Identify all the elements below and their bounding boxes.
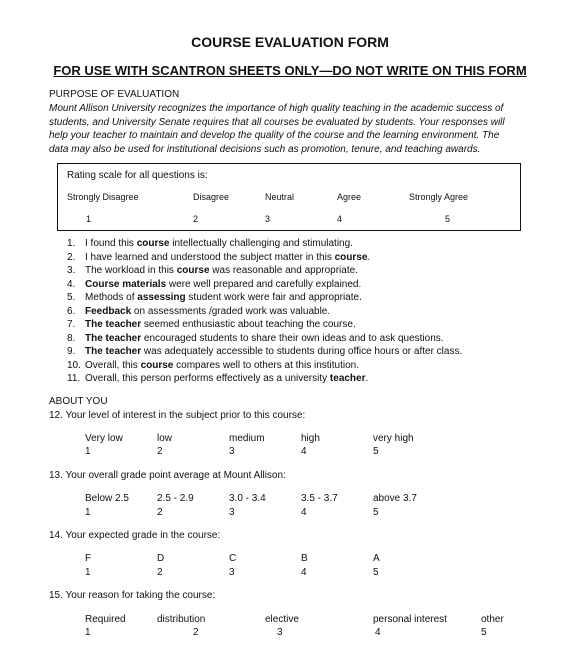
option-label: D <box>157 553 165 564</box>
option-label: 3.5 - 3.7 <box>301 493 338 504</box>
option-label: B <box>301 553 308 564</box>
option-value: 5 <box>373 567 379 578</box>
question-item <box>67 360 359 371</box>
question-emphasis: assessing <box>137 292 186 303</box>
option-value: 4 <box>375 627 381 638</box>
rating-label-strongly-disagree: Strongly Disagree <box>67 192 139 202</box>
question-item <box>67 346 462 357</box>
question-number: 6. <box>67 306 76 317</box>
question-text: . <box>367 252 371 263</box>
question-text: Methods of <box>85 292 138 303</box>
option-value: 1 <box>85 507 91 518</box>
question-item <box>67 252 370 263</box>
option-label: elective <box>265 614 299 625</box>
option-label: A <box>373 553 380 564</box>
option-label: distribution <box>157 614 206 625</box>
question-number: 9. <box>67 346 76 357</box>
question-emphasis: course <box>334 252 368 263</box>
question-emphasis: course <box>136 238 170 249</box>
option-value: 5 <box>373 507 379 518</box>
question-item <box>67 238 353 249</box>
question-text: intellectually challenging and stimulating. <box>169 238 353 249</box>
question-emphasis: course <box>140 360 174 371</box>
question-emphasis: Feedback <box>85 306 132 317</box>
option-value: 3 <box>277 627 283 638</box>
option-value: 2 <box>157 567 163 578</box>
question-text: student work were fair and appropriate. <box>185 292 362 303</box>
question-emphasis: The teacher <box>85 333 142 344</box>
rating-scale-heading: Rating scale for all questions is: <box>67 170 208 181</box>
option-value: 3 <box>229 567 235 578</box>
option-label: Very low <box>85 433 123 444</box>
option-value: 3 <box>229 507 235 518</box>
purpose-heading: PURPOSE OF EVALUATION <box>49 89 180 100</box>
question-text: on assessments /graded work was valuable. <box>131 306 331 317</box>
purpose-line: help your teacher to maintain and develop the quality of the course and the learning environment. The <box>49 130 500 141</box>
rating-label-neutral: Neutral <box>265 192 295 202</box>
option-label: above 3.7 <box>373 493 417 504</box>
question-12: 12. Your level of interest in the subject prior to this course: <box>49 410 306 421</box>
option-label: low <box>157 433 173 444</box>
question-number: 7. <box>67 319 76 330</box>
about-heading: ABOUT YOU <box>49 396 108 407</box>
question-emphasis: The teacher <box>85 319 142 330</box>
question-13: 13. Your overall grade point average at Mount Allison: <box>49 470 286 481</box>
question-text: compares well to others at this institution. <box>173 360 360 371</box>
option-value: 5 <box>373 446 379 457</box>
question-item <box>67 292 362 303</box>
question-text: seemed enthusiastic about teaching the course. <box>141 319 356 330</box>
option-label: F <box>85 553 92 564</box>
rating-label-agree: Agree <box>337 192 362 202</box>
option-value: 2 <box>193 627 199 638</box>
question-text: I have learned and understood the subject matter in this <box>85 252 335 263</box>
form-subtitle: FOR USE WITH SCANTRON SHEETS ONLY—DO NOT WRITE ON THIS FORM <box>53 63 527 78</box>
question-number: 5. <box>67 292 76 303</box>
question-emphasis: The teacher <box>85 346 142 357</box>
question-emphasis: Course materials <box>85 279 167 290</box>
question-text: The workload in this <box>85 265 177 276</box>
option-label: very high <box>373 433 414 444</box>
option-label: 3.0 - 3.4 <box>229 493 266 504</box>
question-text: was adequately accessible to students during office hours or after class. <box>141 346 463 357</box>
question-text: . <box>365 373 369 384</box>
question-number: 4. <box>67 279 76 290</box>
option-label: personal interest <box>373 614 447 625</box>
option-label: 2.5 - 2.9 <box>157 493 194 504</box>
option-value: 4 <box>301 567 307 578</box>
question-15: 15. Your reason for taking the course: <box>49 590 216 601</box>
question-item <box>67 265 358 276</box>
question-emphasis: teacher <box>329 373 366 384</box>
question-14: 14. Your expected grade in the course: <box>49 530 221 541</box>
rating-value: 5 <box>445 214 451 224</box>
question-text: Overall, this person performs effectively as a university <box>85 373 330 384</box>
option-label: medium <box>229 433 265 444</box>
purpose-line: students, and University Senate requires that all courses be evaluated by students. Your responses will <box>49 116 505 128</box>
question-text: encouraged students to share their own ideas and to ask questions. <box>141 333 444 344</box>
option-value: 2 <box>157 507 163 518</box>
option-value: 5 <box>481 627 487 638</box>
purpose-text <box>49 102 519 156</box>
question-emphasis: course <box>176 265 210 276</box>
rating-label-disagree: Disagree <box>193 192 230 202</box>
question-number: 2. <box>67 252 76 263</box>
option-label: high <box>301 433 320 444</box>
option-label: Below 2.5 <box>85 493 129 504</box>
question-text: I found this <box>85 238 137 249</box>
question-item <box>67 333 444 344</box>
option-value: 1 <box>85 627 91 638</box>
option-value: 1 <box>85 567 91 578</box>
question-text: was reasonable and appropriate. <box>209 265 358 276</box>
option-value: 4 <box>301 446 307 457</box>
question-text: Overall, this <box>85 360 141 371</box>
option-value: 4 <box>301 507 307 518</box>
question-number: 3. <box>67 265 76 276</box>
question-item <box>67 373 368 384</box>
purpose-line: Mount Allison University recognizes the importance of high quality teaching in the academic success of <box>49 103 504 114</box>
form-title: COURSE EVALUATION FORM <box>191 34 389 50</box>
rating-label-strongly-agree: Strongly Agree <box>409 192 469 202</box>
rating-value: 3 <box>265 214 271 224</box>
option-label: other <box>481 614 504 625</box>
question-number: 1. <box>67 238 76 249</box>
question-item <box>67 306 330 317</box>
question-number: 8. <box>67 333 76 344</box>
option-label: C <box>229 553 237 564</box>
question-text: were well prepared and carefully explained. <box>166 279 362 290</box>
question-number: 10. <box>67 360 81 371</box>
rating-value: 2 <box>193 214 199 224</box>
rating-value: 4 <box>337 214 343 224</box>
question-item <box>67 319 356 330</box>
option-value: 2 <box>157 446 163 457</box>
purpose-line: data may also be used for institutional decisions such as promotion, tenure, and teaching awards. <box>49 143 481 155</box>
option-value: 1 <box>85 446 91 457</box>
option-value: 3 <box>229 446 235 457</box>
option-label: Required <box>85 614 126 625</box>
question-item <box>67 279 361 290</box>
rating-value: 1 <box>86 214 92 224</box>
question-number: 11. <box>67 373 81 384</box>
